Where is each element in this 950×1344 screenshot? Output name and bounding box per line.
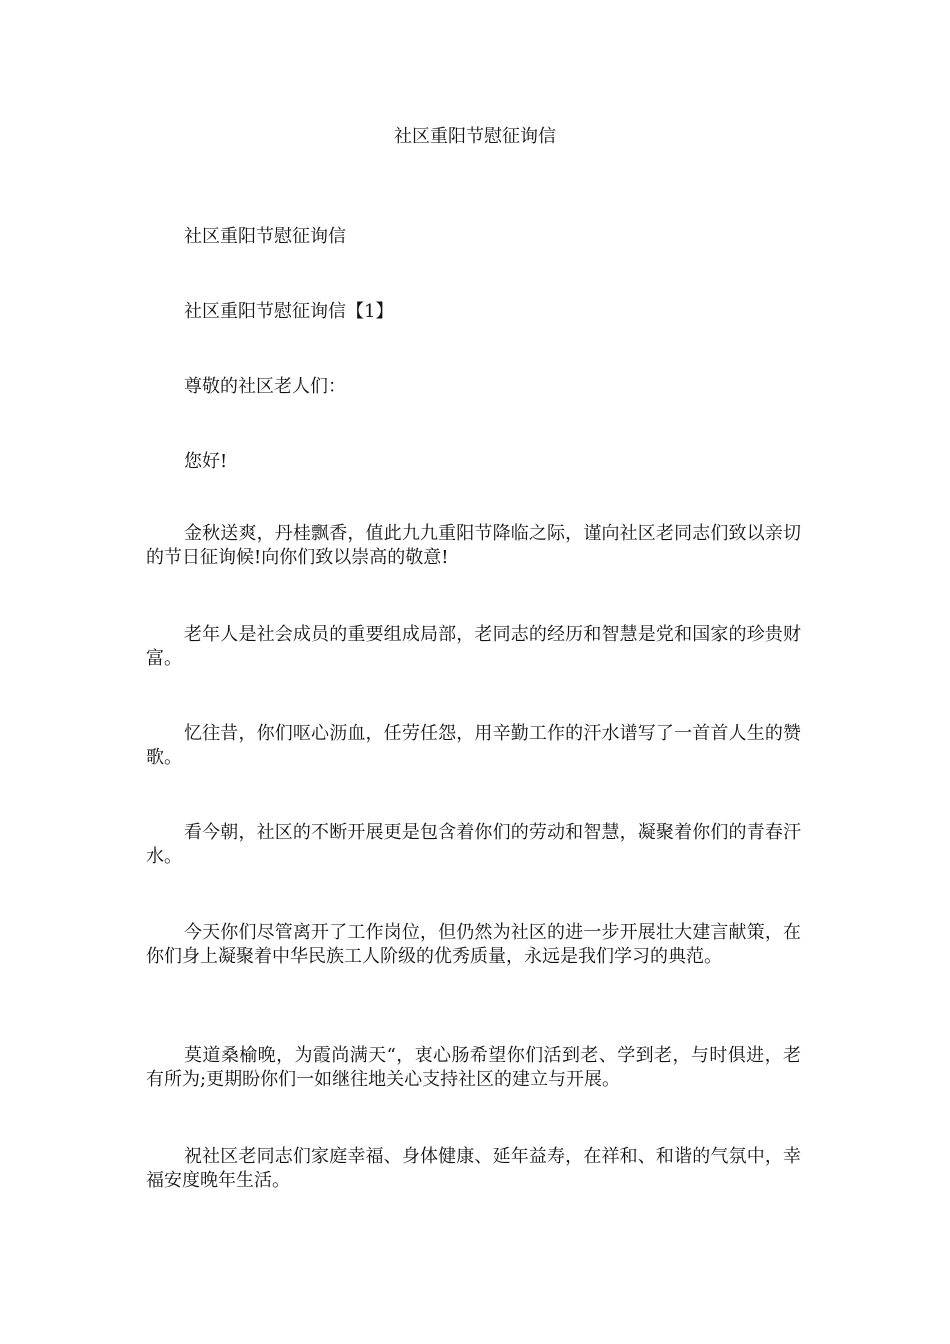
paragraph-7: 祝社区老同志们家庭幸福、身体健康、延年益寿，在祥和、和谐的气氛中，幸福安度晚年生活。 (146, 1146, 801, 1191)
paragraph-2: 老年人是社会成员的重要组成局部，老同志的经历和智慧是党和国家的珍贵财富。 (146, 624, 801, 669)
greeting: 您好! (184, 451, 228, 472)
salutation: 尊敬的社区老人们： (184, 376, 346, 397)
subtitle: 社区重阳节慰征询信 (184, 226, 346, 247)
paragraph-6: 莫道桑榆晚，为霞尚满天“，衷心肠希望你们活到老、学到老，与时俱进，老有所为;更期盼你们一如继往地关心支持社区的建立与开展。 (146, 1045, 801, 1090)
section-heading: 社区重阳节慰征询信【1】 (184, 301, 394, 322)
paragraph-3: 忆往昔，你们呕心沥血，任劳任怨，用辛勤工作的汗水谱写了一首首人生的赞歌。 (146, 723, 801, 768)
paragraph-4: 看今朝，社区的不断开展更是包含着你们的劳动和智慧，凝聚着你们的青春汗水。 (146, 822, 801, 867)
paragraph-5: 今天你们尽管离开了工作岗位，但仍然为社区的进一步开展壮大建言献策，在你们身上凝聚着中华民族工人阶级的优秀质量，永远是我们学习的典范。 (146, 922, 801, 967)
paragraph-1: 金秋送爽，丹桂飘香，值此九九重阳节降临之际，谨向社区老同志们致以亲切的节日征询候!向你们致以崇高的敬意! (146, 523, 801, 568)
page-title: 社区重阳节慰征询信 (394, 126, 556, 147)
